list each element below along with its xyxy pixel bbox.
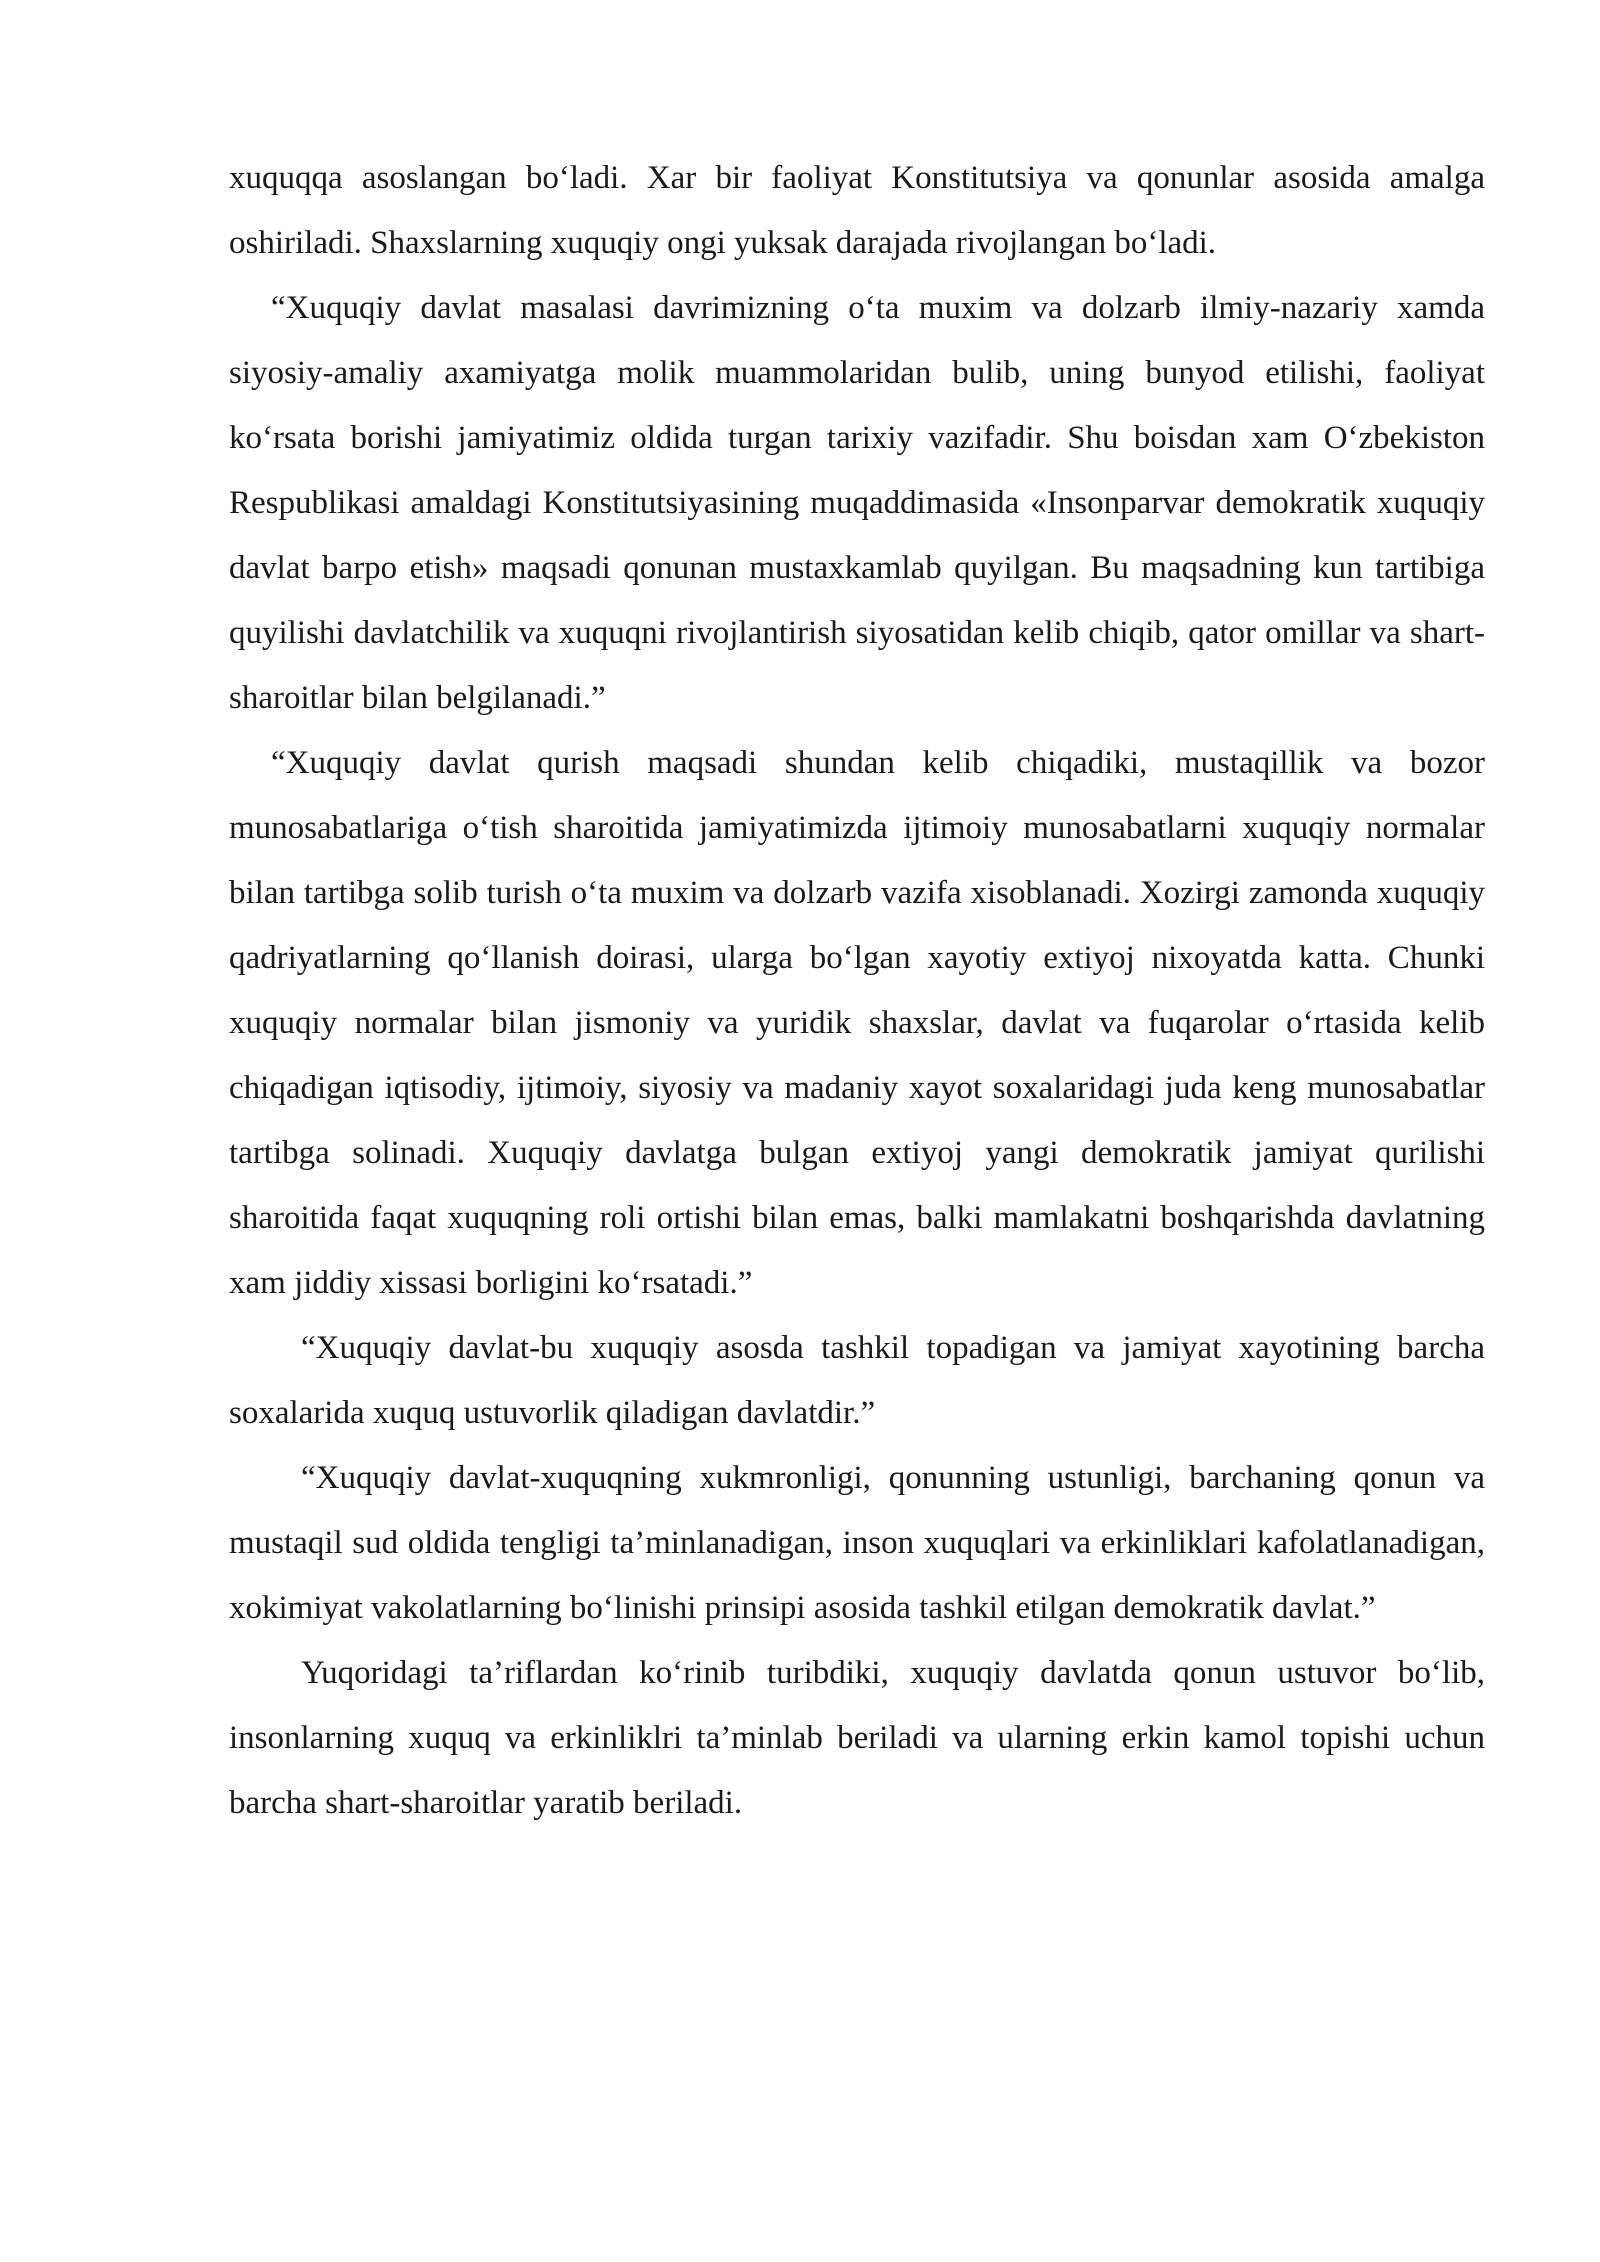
paragraph-5: “Xuquqiy davlat-xuquqning xukmronligi, qonunning ustunligi, barchaning qonun va mustaqil sud oldida tengligi ta’minlanadigan, inson xuquqlari va erkinliklari kafolatlanadigan, xokimiyat vakolatlarning bo‘linishi prinsipi asosida tashkil etilgan demokratik davlat.” [229, 1460, 1485, 1626]
document-page [229, 146, 1485, 1836]
paragraph-2: “Xuquqiy davlat masalasi davrimizning o‘ta muxim va dolzarb ilmiy-nazariy xamda siyosiy-amaliy axamiyatga molik muammolaridan bulib, uning bunyod etilishi, faoliyat ko‘rsata borishi jamiyatimiz oldida turgan tarixiy vazifadir. Shu boisdan xam O‘zbekiston Respublikasi amaldagi Konstitutsiyasining muqaddimasida «Insonparvar demokratik xuquqiy davlat barpo etish» maqsadi qonunan mustaxkamlab quyilgan. Bu maqsadning kun tartibiga quyilishi davlatchilik va xuquqni rivojlantirish siyosatidan kelib chiqib, qator omillar va shart-sharoitlar bilan belgilanadi.” [229, 290, 1485, 716]
paragraph-6: Yuqoridagi ta’riflardan ko‘rinib turibdiki, xuquqiy davlatda qonun ustuvor bo‘lib, insonlarning xuquq va erkinliklri ta’minlab beriladi va ularning erkin kamol topishi uchun barcha shart-sharoitlar yaratib beriladi. [229, 1655, 1485, 1821]
paragraph-4: “Xuquqiy davlat-bu xuquqiy asosda tashkil topadigan va jamiyat xayotining barcha soxalarida xuquq ustuvorlik qiladigan davlatdir.” [229, 1330, 1485, 1431]
paragraph-1: xuquqqa asoslangan bo‘ladi. Xar bir faoliyat Konstitutsiya va qonunlar asosida amalga oshiriladi. Shaxslarning xuquqiy ongi yuksak darajada rivojlangan bo‘ladi. [229, 160, 1485, 261]
paragraph-3: “Xuquqiy davlat qurish maqsadi shundan kelib chiqadiki, mustaqillik va bozor munosabatlariga o‘tish sharoitida jamiyatimizda ijtimoiy munosabatlarni xuquqiy normalar bilan tartibga solib turish o‘ta muxim va dolzarb vazifa xisoblanadi. Xozirgi zamonda xuquqiy qadriyatlarning qo‘llanish doirasi, ularga bo‘lgan xayotiy extiyoj nixoyatda katta. Chunki xuquqiy normalar bilan jismoniy va yuridik shaxslar, davlat va fuqarolar o‘rtasida kelib chiqadigan iqtisodiy, ijtimoiy, siyosiy va madaniy xayot soxalaridagi juda keng munosabatlar tartibga solinadi. Xuquqiy davlatga bulgan extiyoj yangi demokratik jamiyat qurilishi sharoitida faqat xuquqning roli ortishi bilan emas, balki mamlakatni boshqarishda davlatning xam jiddiy xissasi borligini ko‘rsatadi.” [229, 745, 1485, 1301]
